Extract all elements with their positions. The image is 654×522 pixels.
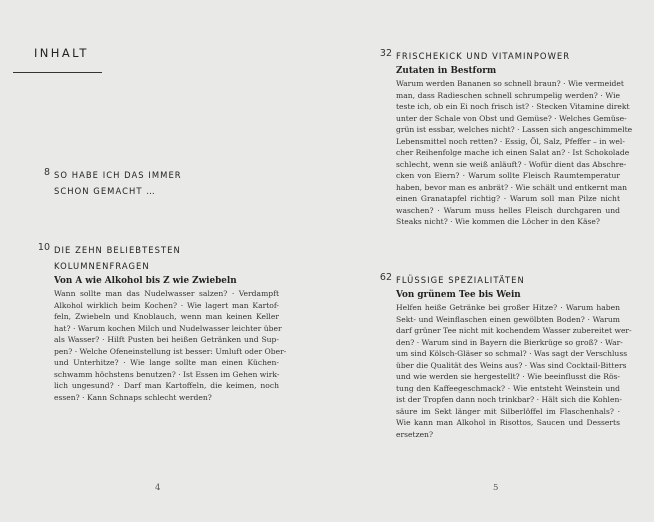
toc-entry-8	[43, 167, 304, 199]
description-line: Wann sollte man das Nudelwasser salzen? · Verdampft	[54, 289, 279, 298]
entry-page-number: 8	[43, 167, 50, 178]
description-line: waschen? · Warum muss helles Fleisch durchgaren und	[396, 205, 620, 215]
description-line: schwamm höchstens benutzen? · Ist Essen im Gehen wirk-	[54, 369, 280, 379]
description-line: pen? · Welche Ofeneinstellung ist besser: Umluft oder Ober-	[54, 346, 287, 356]
entry-description	[396, 78, 633, 228]
entry-page-number: 10	[37, 242, 50, 253]
entry-title-line: SCHON GEMACHT …	[54, 186, 156, 196]
description-line: Lebensmittel noch retten? · Essig, Öl, Salz, Pfeffer – in wel-	[396, 136, 625, 146]
description-line: teste ich, ob ein Ei noch frisch ist? · Stecken Vitamine direkt	[396, 102, 630, 111]
description-line: schlecht, wenn sie weiß anläuft? · Wofür dient das Abschre-	[396, 159, 627, 169]
entry-page-number: 32	[379, 48, 392, 59]
description-line: einen Granatapfel richtig? · Warum soll man Pilze nicht	[396, 194, 620, 203]
entry-page-number: 62	[379, 272, 392, 283]
entry-subtitle: Zutaten in Bestform	[396, 66, 497, 76]
description-line: unter der Schale von Obst und Gemüse? · Welches Gemüse-	[396, 113, 627, 123]
description-line: darf grüner Tee nicht mit kochendem Wasser zubereitet wer-	[396, 326, 632, 335]
entry-title-line: DIE ZEHN BELIEBTESTEN	[54, 245, 181, 255]
description-line: um sind Kölsch-Gläser so schmal? · Was sagt der Verschluss	[396, 349, 628, 358]
description-line: Steaks nicht? · Wie kommen die Löcher in den Käse?	[396, 217, 600, 226]
entry-description	[396, 302, 632, 440]
toc-entry-10	[37, 242, 287, 403]
description-line: über die Qualität des Weins aus? · Was sind Cocktail-Bitters	[396, 360, 627, 370]
description-line: haben, bevor man es anbrät? · Wie schält und entkernt man	[396, 182, 628, 192]
page-number-left: 4	[155, 483, 161, 493]
description-line: tung den Kaffeegeschmack? · Wie entsteht Weinstein und	[396, 383, 620, 393]
toc-entry-62	[379, 272, 632, 440]
description-line: lich ungesund? · Darf man Kartoffeln, die keimen, noch	[54, 381, 279, 390]
description-line: und Unterhitze? · Wie lange sollte man einen Küchen-	[54, 358, 279, 367]
toc-heading: INHALT	[34, 46, 89, 60]
heading-rule	[13, 72, 102, 73]
description-line: Sekt- und Weinflaschen einen gewölbten Boden? · Warum	[396, 314, 620, 324]
description-line: den? · Warum sind in Bayern die Bierkrüge so groß? · War-	[396, 337, 623, 347]
description-line: cher Reihenfolge mache ich einen Salat an? · Ist Schokolade	[396, 148, 630, 157]
entry-title-line: SO HABE ICH DAS IMMER	[54, 170, 182, 180]
entry-title-line: FRISCHEKICK UND VITAMINPOWER	[396, 51, 571, 61]
description-line: cken von Eiern? · Warum sollte Fleisch Raumtemperatur	[396, 171, 620, 180]
description-line: und wie werden sie hergestellt? · Wie beeinflusst die Rös-	[396, 372, 620, 381]
description-line: ist der Tropfen dann noch trinkbar? · Hält sich die Kohlen-	[396, 395, 622, 404]
entry-title-line: FLÜSSIGE SPEZIALITÄTEN	[396, 275, 525, 285]
entry-subtitle: Von A wie Alkohol bis Z wie Zwiebeln	[54, 276, 237, 286]
description-line: säure im Sekt länger mit Silberlöffel im Flaschenhals? ·	[396, 406, 620, 416]
page-number-right: 5	[493, 483, 499, 493]
description-line: Helfen heiße Getränke bei großer Hitze? · Warum haben	[396, 303, 620, 312]
entry-title-line: KOLUMNENFRAGEN	[54, 261, 150, 271]
toc-entry-32	[379, 48, 633, 228]
description-line: feln, Zwiebeln und Knoblauch, wenn man keinen Keller	[54, 312, 279, 321]
description-line: ersetzen?	[396, 429, 434, 439]
description-line: Warum werden Bananen so schnell braun? · Wie vermeidet	[396, 79, 624, 88]
description-line: grün ist essbar, welches nicht? · Lassen sich angeschimmelte	[396, 125, 633, 134]
description-line: Wie kann man Alkohol in Risottos, Saucen und Desserts	[396, 418, 620, 427]
description-line: essen? · Kann Schnaps schlecht werden?	[54, 392, 212, 402]
entry-description	[54, 288, 287, 403]
description-line: Alkohol wirklich beim Kochen? · Wie lagert man Kartof-	[54, 300, 279, 310]
right-page	[327, 0, 654, 522]
description-line: man, dass Radieschen schnell schrumpelig werden? · Wie	[396, 90, 620, 100]
entry-subtitle: Von grünem Tee bis Wein	[396, 290, 521, 300]
description-line: hat? · Warum kochen Milch und Nudelwasser leichter über	[54, 323, 282, 333]
description-line: als Wasser? · Hilft Pusten bei heißen Getränken und Sup-	[54, 335, 279, 344]
